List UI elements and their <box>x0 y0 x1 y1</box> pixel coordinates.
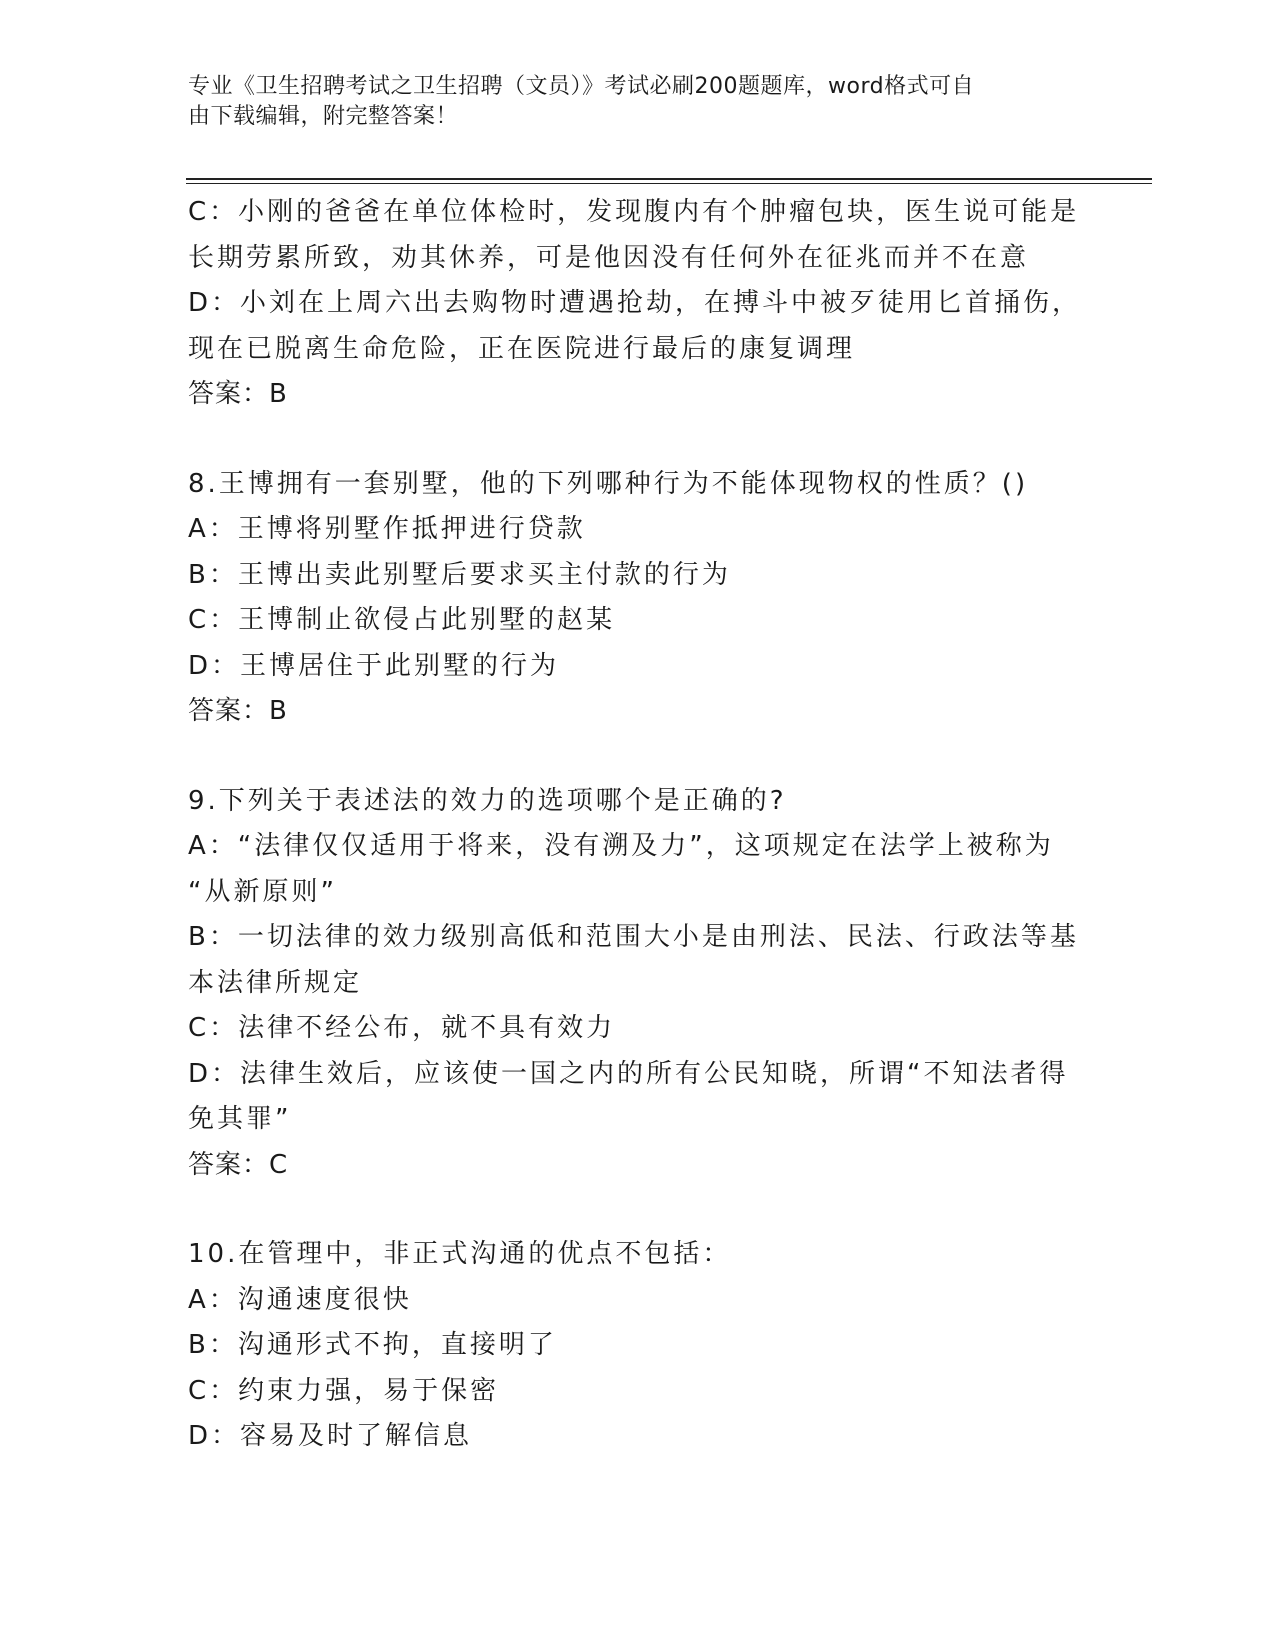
option-d: D：王博居住于此别墅的行为 <box>188 650 560 681</box>
option-c: C：约束力强，易于保密 <box>188 1375 500 1406</box>
question-stem: 10.在管理中，非正式沟通的优点不包括： <box>188 1239 732 1269</box>
option-b-line-2: 本法律所规定 <box>188 967 363 998</box>
header-line-1: 专业《卫生招聘考试之卫生招聘（文员）》考试必刷200题题库，word格式可自 <box>188 74 975 99</box>
option-c: C：王博制止欲侵占此别墅的赵某 <box>188 605 616 635</box>
spacer <box>188 1188 1088 1232</box>
spacer <box>188 418 1088 462</box>
header-line-2: 由下载编辑，附完整答案！ <box>188 104 459 129</box>
option-a-line-2: “从新原则” <box>188 876 337 907</box>
option-a: A：沟通速度很快 <box>188 1284 412 1315</box>
header-divider-thick <box>186 178 1152 180</box>
answer-label: 答案：C <box>188 1149 289 1180</box>
option-d-line-1: D：法律生效后，应该使一国之内的所有公民知晓，所谓“不知法者得 <box>188 1058 1069 1089</box>
option-c: C：法律不经公布，就不具有效力 <box>188 1013 616 1043</box>
option-d-line-1: D：小刘在上周六出去购物时遭遇抢劫，在搏斗中被歹徒用匕首捅伤， <box>188 288 1082 318</box>
header-divider-thin <box>186 183 1152 184</box>
question-10 <box>188 1232 1088 1460</box>
question-stem: 8.王博拥有一套别墅，他的下列哪种行为不能体现物权的性质？() <box>188 468 1029 499</box>
answer-label: 答案：B <box>188 379 288 409</box>
answer-label: 答案：B <box>188 696 288 726</box>
option-d: D：容易及时了解信息 <box>188 1421 473 1451</box>
option-b-line-1: B：一切法律的效力级别高低和范围大小是由刑法、民法、行政法等基 <box>188 922 1079 952</box>
spacer <box>188 735 1088 779</box>
option-b: B：王博出卖此别墅后要求买主付款的行为 <box>188 559 731 590</box>
document-header <box>188 72 1088 132</box>
option-b: B：沟通形式不拘，直接明了 <box>188 1330 557 1360</box>
option-d-line-2: 免其罪” <box>188 1104 292 1134</box>
option-d-line-2: 现在已脱离生命危险，正在医院进行最后的康复调理 <box>188 333 856 364</box>
question-9 <box>188 779 1088 1189</box>
option-c-line-2: 长期劳累所致，劝其休养，可是他因没有任何外在征兆而并不在意 <box>188 242 1030 273</box>
document-body <box>188 190 1088 1460</box>
question-8 <box>188 462 1088 735</box>
option-a-line-1: A：“法律仅仅适用于将来，没有溯及力”，这项规定在法学上被称为 <box>188 831 1054 861</box>
question-stem: 9.下列关于表述法的效力的选项哪个是正确的? <box>188 785 787 816</box>
option-c-line-1: C：小刚的爸爸在单位体检时，发现腹内有个肿瘤包块，医生说可能是 <box>188 197 1080 227</box>
question-7-continued <box>188 190 1088 418</box>
option-a: A：王博将别墅作抵押进行贷款 <box>188 514 586 544</box>
